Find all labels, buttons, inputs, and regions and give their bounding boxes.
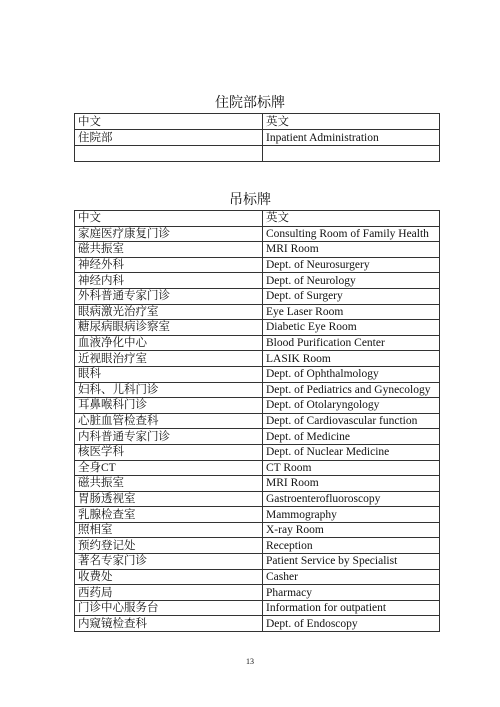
chinese-cell: 预约登记处	[75, 538, 263, 554]
chinese-cell: 耳鼻喉科门诊	[75, 398, 263, 414]
table-row	[75, 335, 440, 351]
chinese-cell	[75, 146, 263, 162]
table-row	[75, 257, 440, 273]
chinese-cell: 神经内科	[75, 273, 263, 289]
chinese-cell: 著名专家门诊	[75, 554, 263, 570]
table-row	[75, 538, 440, 554]
chinese-cell: 中文	[75, 114, 263, 130]
chinese-cell: 中文	[75, 211, 263, 227]
chinese-cell: 西药局	[75, 585, 263, 601]
table-row	[75, 146, 440, 162]
chinese-cell: 近视眼治疗室	[75, 351, 263, 367]
chinese-cell: 内窥镜检查科	[75, 616, 263, 632]
chinese-cell: 核医学科	[75, 444, 263, 460]
english-cell: MRI Room	[263, 242, 440, 258]
table-row	[75, 429, 440, 445]
table-row	[75, 569, 440, 585]
table-row	[75, 398, 440, 414]
english-cell: CT Room	[263, 460, 440, 476]
section-title-hanging-signs: 吊标牌	[229, 193, 271, 208]
english-cell: Dept. of Otolaryngology	[263, 398, 440, 414]
chinese-cell: 眼科	[75, 366, 263, 382]
chinese-cell: 外科普通专家门诊	[75, 288, 263, 304]
table-row	[75, 413, 440, 429]
table-row	[75, 382, 440, 398]
table-row	[75, 522, 440, 538]
english-cell: Dept. of Cardiovascular function	[263, 413, 440, 429]
english-cell: Dept. of Pediatrics and Gynecology	[263, 382, 440, 398]
table-row	[75, 242, 440, 258]
chinese-cell: 磁共振室	[75, 242, 263, 258]
chinese-cell: 神经外科	[75, 257, 263, 273]
chinese-cell: 家庭医疗康复门诊	[75, 226, 263, 242]
table-row	[75, 600, 440, 616]
english-cell: Gastroenterofluoroscopy	[263, 491, 440, 507]
english-cell: Dept. of Endoscopy	[263, 616, 440, 632]
chinese-cell: 乳腺检查室	[75, 507, 263, 523]
table-row	[75, 616, 440, 632]
chinese-cell: 心脏血管检查科	[75, 413, 263, 429]
table-row	[75, 585, 440, 601]
english-cell: LASIK Room	[263, 351, 440, 367]
table-row	[75, 273, 440, 289]
chinese-cell: 照相室	[75, 522, 263, 538]
english-cell: Eye Laser Room	[263, 304, 440, 320]
table-header-row	[75, 114, 440, 130]
table-row	[75, 444, 440, 460]
chinese-cell: 妇科、儿科门诊	[75, 382, 263, 398]
english-cell: 英文	[263, 114, 440, 130]
table-row	[75, 130, 440, 146]
table-row	[75, 304, 440, 320]
chinese-cell: 糖尿病眼病诊察室	[75, 320, 263, 336]
table-row	[75, 491, 440, 507]
inpatient-sign-table	[74, 113, 440, 162]
english-cell: Blood Purification Center	[263, 335, 440, 351]
english-cell: Mammography	[263, 507, 440, 523]
english-cell: MRI Room	[263, 476, 440, 492]
table-header-row	[75, 211, 440, 227]
chinese-cell: 住院部	[75, 130, 263, 146]
chinese-cell: 收费处	[75, 569, 263, 585]
chinese-cell: 眼病激光治疗室	[75, 304, 263, 320]
table-row	[75, 320, 440, 336]
table-row	[75, 288, 440, 304]
section-title-inpatient: 住院部标牌	[215, 96, 285, 111]
table-row	[75, 460, 440, 476]
english-cell: Dept. of Ophthalmology	[263, 366, 440, 382]
english-cell: Dept. of Nuclear Medicine	[263, 444, 440, 460]
english-cell: Diabetic Eye Room	[263, 320, 440, 336]
page-number: 13	[246, 657, 254, 666]
english-cell: 英文	[263, 211, 440, 227]
english-cell: Reception	[263, 538, 440, 554]
chinese-cell: 全身CT	[75, 460, 263, 476]
english-cell	[263, 146, 440, 162]
english-cell: Consulting Room of Family Health	[263, 226, 440, 242]
table-row	[75, 554, 440, 570]
chinese-cell: 磁共振室	[75, 476, 263, 492]
chinese-cell: 血液净化中心	[75, 335, 263, 351]
english-cell: Dept. of Neurosurgery	[263, 257, 440, 273]
english-cell: Dept. of Medicine	[263, 429, 440, 445]
english-cell: X-ray Room	[263, 522, 440, 538]
table-row	[75, 476, 440, 492]
english-cell: Patient Service by Specialist	[263, 554, 440, 570]
table-row	[75, 507, 440, 523]
english-cell: Dept. of Neurology	[263, 273, 440, 289]
english-cell: Casher	[263, 569, 440, 585]
chinese-cell: 内科普通专家门诊	[75, 429, 263, 445]
table-row	[75, 226, 440, 242]
chinese-cell: 门诊中心服务台	[75, 600, 263, 616]
english-cell: Dept. of Surgery	[263, 288, 440, 304]
chinese-cell: 胃肠透视室	[75, 491, 263, 507]
english-cell: Information for outpatient	[263, 600, 440, 616]
hanging-sign-table	[74, 210, 440, 632]
english-cell: Inpatient Administration	[263, 130, 440, 146]
table-row	[75, 351, 440, 367]
table-row	[75, 366, 440, 382]
english-cell: Pharmacy	[263, 585, 440, 601]
